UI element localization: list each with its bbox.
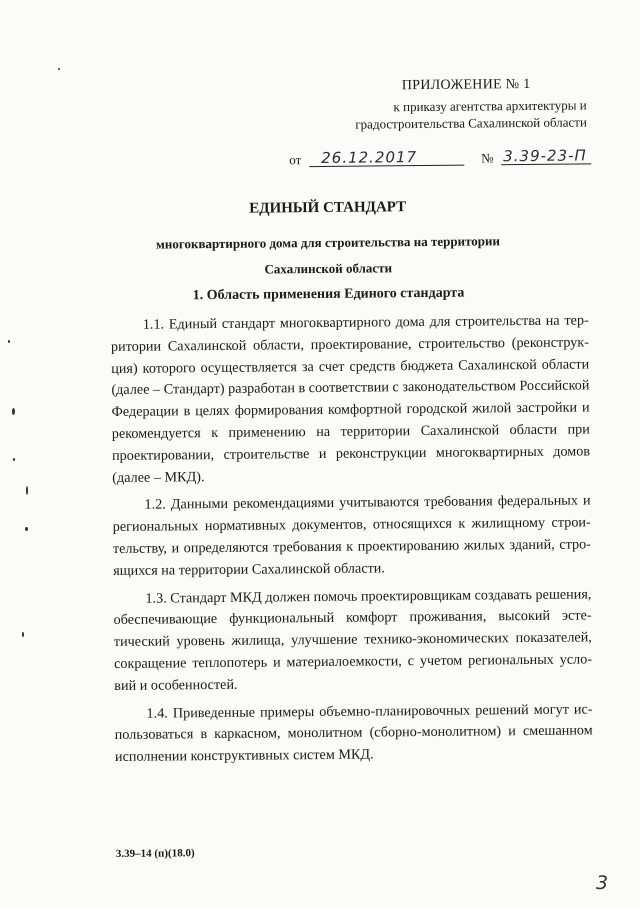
paragraph-1-1: 1.1. Единый стандарт многоквартирного дома для строительства на территории Сахалинской области, проектирование, строительство (реконструкция) которого осуществляется за счет средств бюджета Сахалинской области (далее – Стандарт) разработан в соответствии с законодательством Российской Федерации в целях формирования комфортной городской жилой застройки и рекомендуется к применению на территории Сахалинской области при проектировании, строительстве и реконструкции многоквартирных домов (далее – МКД). <box>110 312 591 486</box>
subtitle-line-1: многоквартирного дома для строительства на территории <box>155 233 501 252</box>
document-title: ЕДИНЫЙ СТАНДАРТ <box>249 199 407 217</box>
section-heading: 1. Область применения Единого стандарта <box>192 285 465 304</box>
paragraph-1-4: 1.4. Приведенные примеры объемно-планировочных решений могут использоваться в каркасном, монолитном (сборно-монолитном) и смешанном исполнении конструктивных систем МКД. <box>114 700 593 766</box>
scan-speck <box>12 408 15 415</box>
appendix-order-line-1: к приказу агентства архитектуры и <box>393 97 587 115</box>
scan-speck <box>25 527 28 531</box>
document-subtitle <box>108 228 548 284</box>
handwritten-date: 26.12.2017 <box>321 148 418 167</box>
handwritten-number: 3.39-23-П <box>503 146 587 166</box>
order-date-number-row <box>289 147 599 170</box>
handwritten-page-number: 3 <box>596 872 609 894</box>
scan-speck <box>26 486 28 495</box>
scan-speck <box>8 340 10 343</box>
appendix-title: ПРИЛОЖЕНИЕ № 1 <box>401 76 531 94</box>
scan-speck <box>13 458 15 461</box>
appendix-order-line-2: градостроительства Сахалинской области <box>355 114 587 132</box>
paragraph-1-2: 1.2. Данными рекомендациями учитываются требования федеральных и региональных нормативных документов, относящихся к жилищному строительству, и определяются требования к проектированию жилых зданий, строящихся на территории Сахалинской области. <box>112 492 591 579</box>
number-label: № <box>481 150 494 166</box>
subtitle-line-2: Сахалинской области <box>264 260 393 277</box>
scan-speck <box>58 68 60 70</box>
footer-code: 3.39–14 (п)(18.0) <box>115 847 195 860</box>
paragraph-1-3: 1.3. Стандарт МКД должен помочь проектировщикам создавать решения, обеспечивающие функциональный комфорт проживания, высокий эстетический уровень жилища, улучшение технико-экономических показателей, сокращение теплопотерь и материалоемкости, с учетом региональных условий и особенностей. <box>113 585 593 694</box>
scan-speck <box>22 632 24 637</box>
section-body <box>111 310 593 775</box>
appendix-header <box>286 75 587 133</box>
date-label: от <box>289 152 302 168</box>
